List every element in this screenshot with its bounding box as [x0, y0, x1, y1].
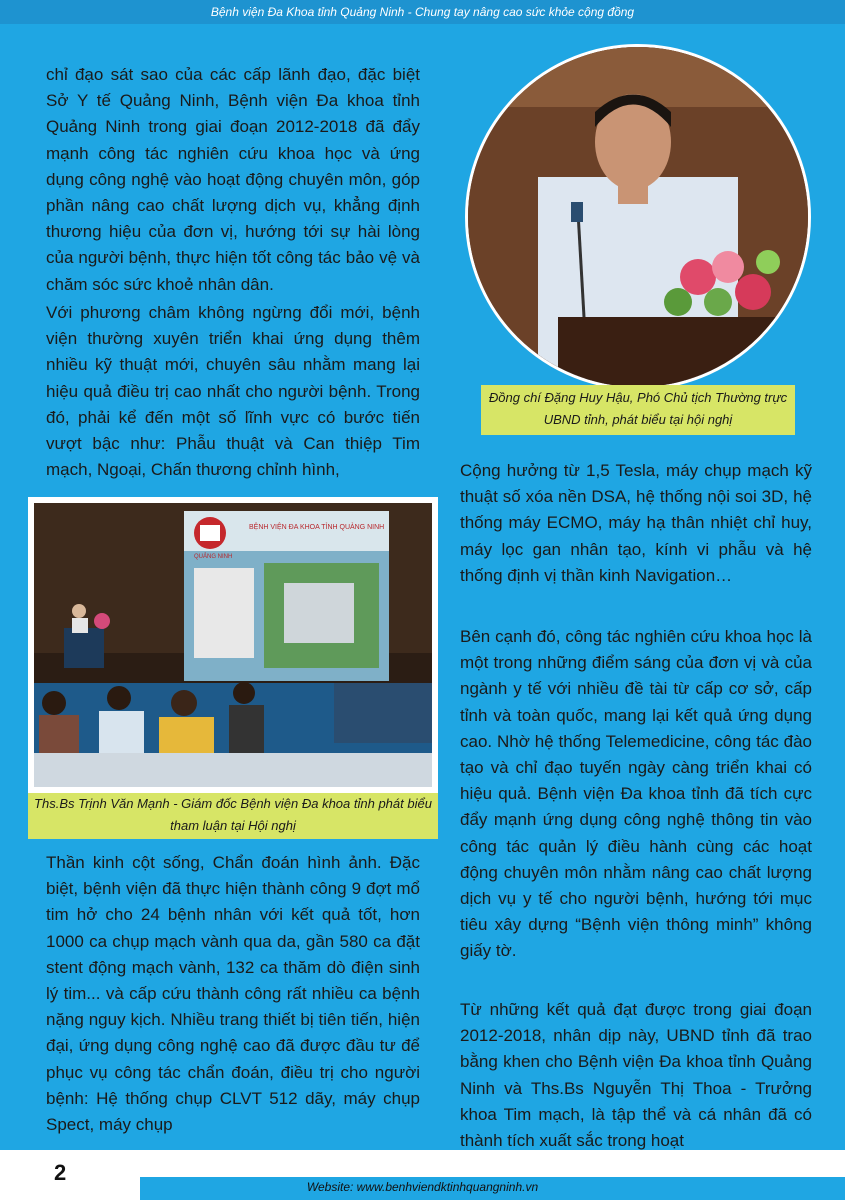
conference-photo-caption: Ths.Bs Trịnh Văn Mạnh - Giám đốc Bệnh viện Đa khoa tỉnh phát biểu tham luận tại Hội nghị — [28, 793, 438, 839]
left-paragraph-1: chỉ đạo sát sao của các cấp lãnh đạo, đặc biệt Sở Y tế Quảng Ninh, Bệnh viện Đa khoa tỉnh Quảng Ninh trong giai đoạn 2012-2018 đã đẩy mạnh công tác nghiên cứu khoa học và ứng dụng công nghệ vào hoạt động chuyên môn, góp phần nâng cao chất lượng dịch vụ, khẳng định thương hiệu của đơn vị, hướng tới sự hài lòng của người bệnh, thực hiện tốt công tác bảo vệ và chăm sóc sức khoẻ nhân dân. — [46, 65, 420, 294]
speaker-photo — [465, 44, 811, 390]
left-paragraph-2: Với phương châm không ngừng đổi mới, bệnh viện thường xuyên triển khai ứng dụng thêm nhiều kỹ thuật mới, chuyên sâu nhằm mang lại hiệu quả điều trị cao nhất cho người bệnh. Trong đó, phải kể đến một số lĩnh vực có bước tiến vượt bậc như: Phẫu thuật và Can thiệp Tim mạch, Ngoại, Chấn thương chỉnh hình, — [46, 303, 420, 480]
page-number: 2 — [54, 1160, 67, 1185]
header-banner: Bệnh viện Đa Khoa tỉnh Quảng Ninh - Chung tay nâng cao sức khỏe cộng đồng — [0, 0, 845, 24]
screen-title: BỆNH VIỆN ĐA KHOA TỈNH QUẢNG NINH — [249, 524, 385, 531]
left-paragraph-3: Thần kinh cột sống, Chẩn đoán hình ảnh. Đặc biệt, bệnh viện đã thực hiện thành công 9 đợt mổ tim hở cho 24 bệnh nhân với kết quả tốt, hơn 1000 ca chụp mạch vành qua da, gần 580 ca đặt stent động mạch vành, 132 ca thăm dò điện sinh lý tim... và cấp cứu thành công rất nhiều ca bệnh nặng nguy kịch. Nhiều trang thiết bị tiên tiến, hiện đại, ứng dụng công nghệ cao đã được đầu tư để phục vụ công tác chẩn đoán, điều trị cho người bệnh: Hệ thống chụp CLVT 512 dãy, máy chụp Spect, máy chụp — [46, 853, 420, 1135]
conference-photo — [28, 497, 438, 793]
screen-logo-text: QUẢNG NINH — [194, 554, 233, 560]
conference-scene — [34, 503, 432, 787]
speaker-photo-caption: Đồng chí Đặng Huy Hậu, Phó Chủ tịch Thường trực UBND tỉnh, phát biểu tại hội nghị — [481, 385, 795, 435]
right-paragraph-3: Từ những kết quả đạt được trong giai đoạn 2012-2018, nhân dịp này, UBND tỉnh đã trao bằng khen cho Bệnh viện Đa khoa tỉnh Quảng Ninh và Ths.Bs Nguyễn Thị Thoa - Trưởng khoa Tim mạch, là tập thể và cá nhân đã có thành tích xuất sắc trong hoạt — [460, 1000, 812, 1151]
right-paragraph-2: Bên cạnh đó, công tác nghiên cứu khoa học là một trong những điểm sáng của đơn vị và của ngành y tế với nhiều đề tài từ cấp cơ sở, cấp tỉnh và toàn quốc, mang lại kết quả ứng dụng cao. Nhờ hệ thống Telemedicine, công tác đào tạo và chỉ đạo tuyến ngày càng triển khai có hiệu quả. Bệnh viện Đa khoa tỉnh đã tích cực đẩy mạnh ứng dụng công nghệ thông tin vào công tác quản lý điều hành cùng các hoạt động chuyên môn nhằm nâng cao chất lượng dịch vụ y tế cho người bệnh, hướng tới mục tiêu xây dựng “Bệnh viện thông minh” không giấy tờ. — [460, 627, 812, 961]
right-paragraph-1: Cộng hưởng từ 1,5 Tesla, máy chụp mạch kỹ thuật số xóa nền DSA, hệ thống nội soi 3D, hệ thống máy ECMO, máy hạ thân nhiệt chỉ huy, máy lọc gan nhân tạo, kính vi phẫu và hệ thống định vị thần kinh Navigation… — [460, 461, 812, 585]
footer-website: Website: www.benhviendktinhquangninh.vn — [306, 1180, 539, 1194]
speaker-scene — [468, 47, 808, 387]
